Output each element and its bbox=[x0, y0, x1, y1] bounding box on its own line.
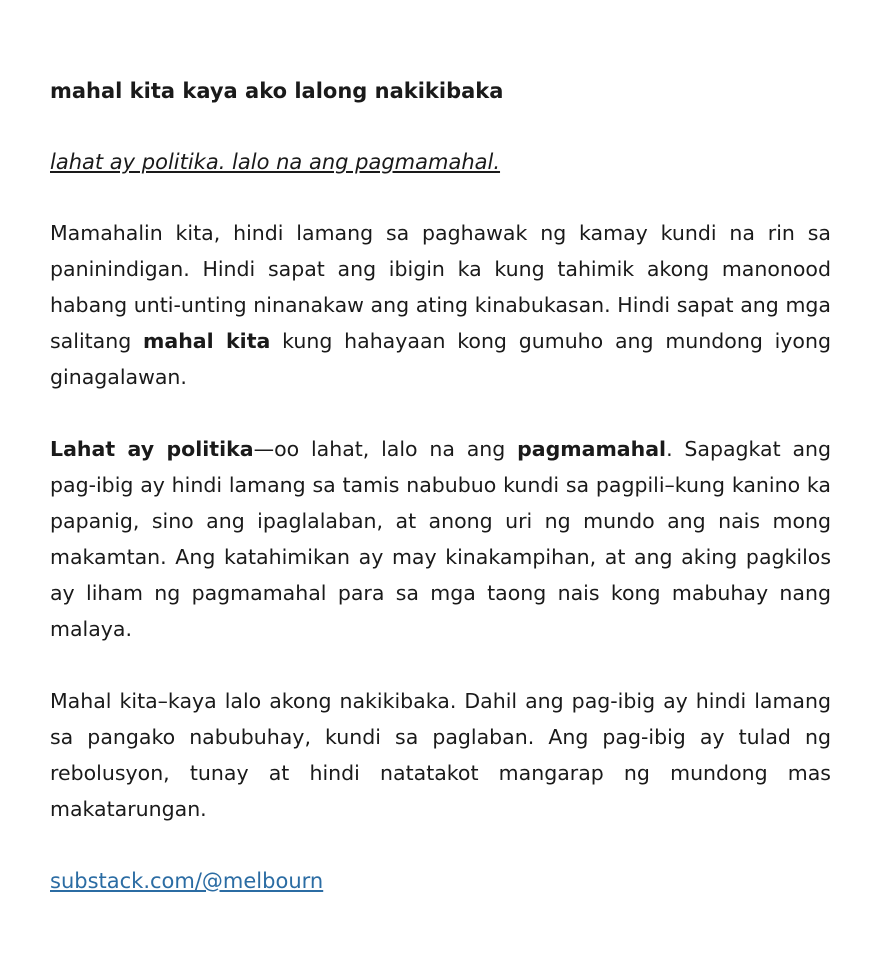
paragraph-3: Mahal kita–kaya lalo akong nakikibaka. Dahil ang pag-ibig ay hindi lamang sa pangako nabubuhay, kundi sa paglaban. Ang pag-ibig ay tulad ng rebolusyon, tunay at hindi natatakot mangarap ng mundong mas makatarungan. bbox=[50, 689, 831, 821]
paragraph-2-text-a: —oo lahat, lalo na ang bbox=[253, 437, 518, 461]
paragraph-2-text-b: . Sapagkat ang pag-ibig ay hindi lamang sa tamis nabubuo kundi sa pagpili–kung kanino ka papanig, sino ang ipaglalaban, at anong uri ng mundo ang nais mong makamtan. Ang katahimikan ay may kinakampihan, at ang aking pagkilos ay liham ng pagmamahal para sa mga taong nais kong mabuhay nang malaya. bbox=[50, 437, 832, 641]
paragraph-1-bold: mahal kita bbox=[143, 329, 271, 353]
substack-link[interactable]: substack.com/@melbourn bbox=[50, 869, 324, 893]
paragraph-1-text-b: kung hahayaan kong gumuho ang mundong iyong ginagalawan. bbox=[50, 329, 831, 389]
paragraph-2 bbox=[50, 431, 831, 647]
paragraph-1 bbox=[50, 215, 831, 395]
paragraph-1-text-a: Mamahalin kita, hindi lamang sa paghawak ng kamay kundi na rin sa paninindigan. Hindi sapat ang ibigin ka kung tahimik akong manonood habang unti-unting ninanakaw ang ating kinabukasan. Hindi sapat ang mga salitang bbox=[50, 221, 831, 353]
document-title: mahal kita kaya ako lalong nakikibaka bbox=[50, 79, 504, 103]
document-subtitle: lahat ay politika. lalo na ang pagmamahal. bbox=[50, 150, 501, 174]
paragraph-2-bold-1: Lahat ay politika bbox=[50, 437, 254, 461]
paragraph-2-bold-2: pagmamahal bbox=[517, 437, 667, 461]
